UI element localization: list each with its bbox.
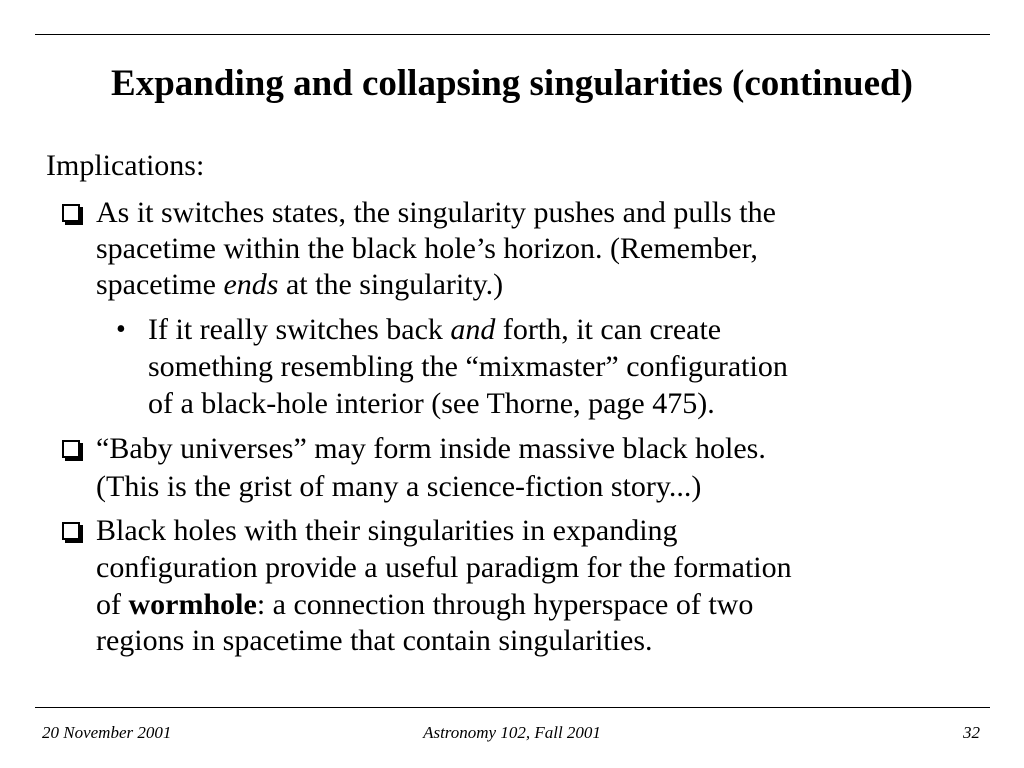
checkbox-bullet-icon [62,440,80,458]
checkbox-bullet-icon [62,522,80,540]
bullet-2-line-2: (This is the grist of many a science-fiction story...) [96,470,702,503]
bullet-3-line-4: regions in spacetime that contain singularities. [96,624,653,657]
bullet-3-line-3: of wormhole: a connection through hyperspace of two [96,588,754,621]
top-rule [35,34,990,35]
sub-bullet-line-3: of a black-hole interior (see Thorne, page 475). [148,387,715,420]
sub-bullet-line-2: something resembling the “mixmaster” configuration [148,350,788,383]
bullet-1-line-3: spacetime ends at the singularity.) [96,268,504,301]
bullet-3-line-2: configuration provide a useful paradigm for the formation [96,551,792,584]
bullet-3-line-1: Black holes with their singularities in expanding [96,514,678,547]
footer-date: 20 November 2001 [42,723,172,742]
bullet-1-line-1: As it switches states, the singularity pushes and pulls the [96,196,776,229]
footer-page-number: 32 [963,723,980,742]
round-bullet-icon: • [116,314,126,345]
implications-heading: Implications: [46,149,205,182]
bullet-2-line-1: “Baby universes” may form inside massive black holes. [96,432,766,465]
checkbox-bullet-icon [62,204,80,222]
bullet-1-line-2: spacetime within the black hole’s horizon. (Remember, [96,232,758,265]
emphasis-and: and [450,313,496,346]
sub-bullet-line-1: If it really switches back and forth, it can create [148,313,722,346]
bold-wormhole: wormhole [128,588,257,621]
emphasis-ends: ends [223,268,279,301]
slide-title: Expanding and collapsing singularities (continued) [111,63,913,104]
bottom-rule [35,707,990,708]
footer-course: Astronomy 102, Fall 2001 [423,723,601,742]
